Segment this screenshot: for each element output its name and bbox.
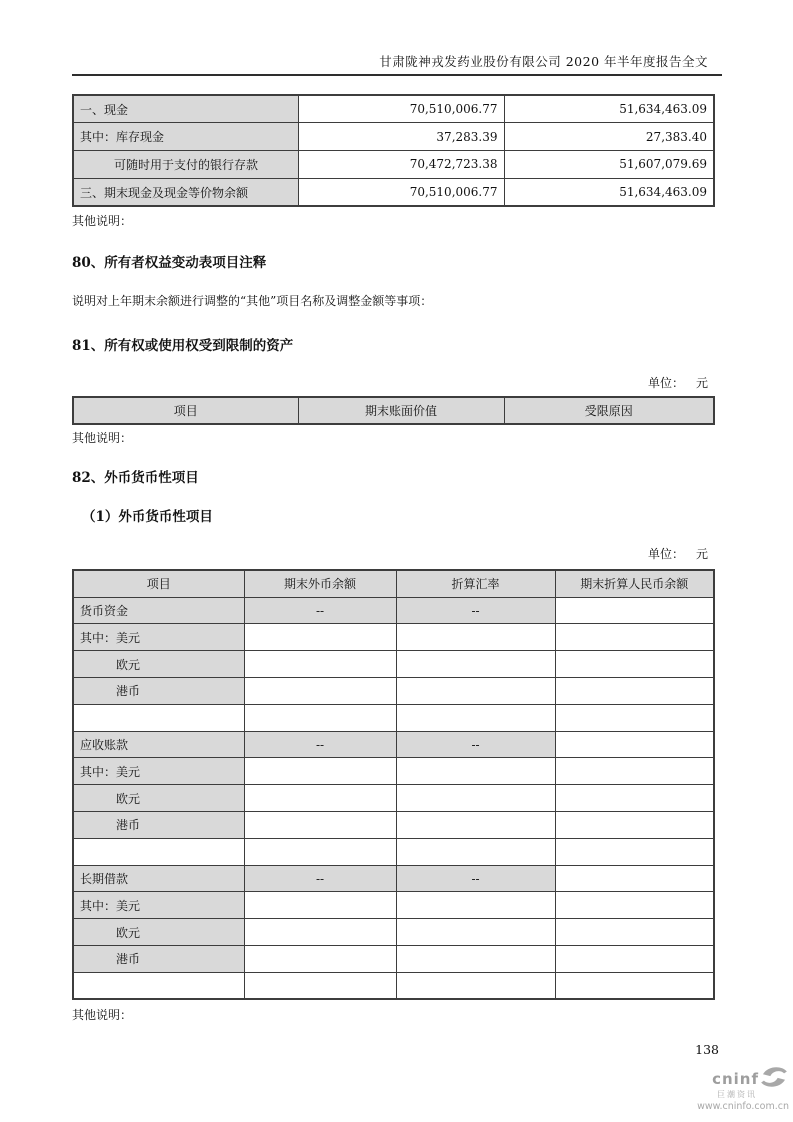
table-header-row — [73, 397, 714, 424]
row-label: 应收账款 — [73, 731, 244, 758]
table-row — [73, 919, 714, 946]
foreign-balance-value — [244, 704, 396, 731]
row-label — [73, 838, 244, 865]
other-note: 其他说明： — [72, 431, 133, 446]
unit-line — [72, 547, 722, 562]
exchange-rate-value — [396, 785, 555, 812]
exchange-rate-value — [396, 812, 555, 839]
row-label: 其中：美元 — [73, 758, 244, 785]
rmb-balance-value — [555, 651, 714, 678]
row-label: 一、现金 — [73, 95, 298, 123]
cash-table-body — [73, 95, 714, 206]
cninfo-logo-url: www.cninfo.com.cn — [697, 1101, 789, 1112]
table-row — [73, 785, 714, 812]
unit-line — [72, 376, 722, 391]
foreign-balance-value — [244, 972, 396, 999]
foreign-balance-value: -- — [244, 865, 396, 892]
exchange-rate-value — [396, 972, 555, 999]
unit-value: 元 — [695, 547, 708, 562]
foreign-balance-value — [244, 919, 396, 946]
table-row — [73, 758, 714, 785]
row-label: 货币资金 — [73, 597, 244, 624]
row-label: 欧元 — [73, 785, 244, 812]
exchange-rate-value — [396, 946, 555, 973]
rmb-balance-value — [555, 865, 714, 892]
rmb-balance-value — [555, 704, 714, 731]
table-row — [73, 123, 714, 151]
prior-period-value: 51,634,463.09 — [504, 178, 714, 206]
unit-label: 单位： — [647, 376, 684, 391]
row-label: 欧元 — [73, 651, 244, 678]
column-header: 期末折算人民币余额 — [555, 570, 714, 597]
report-header-title: 甘肃陇神戎发药业股份有限公司 2020 年半年度报告全文 — [72, 0, 722, 76]
foreign-balance-value — [244, 785, 396, 812]
foreign-balance-value: -- — [244, 731, 396, 758]
row-label: 其中：美元 — [73, 892, 244, 919]
rmb-balance-value — [555, 758, 714, 785]
current-period-value: 37,283.39 — [298, 123, 504, 151]
section-80-description: 说明对上年期末余额进行调整的“其他”项目名称及调整金额等事项： — [72, 294, 433, 309]
exchange-rate-value: -- — [396, 597, 555, 624]
unit-value: 元 — [695, 376, 708, 391]
exchange-rate-value — [396, 704, 555, 731]
exchange-rate-value — [396, 758, 555, 785]
row-label: 其中：库存现金 — [73, 123, 298, 151]
unit-label: 单位： — [647, 547, 684, 562]
other-note: 其他说明： — [72, 1008, 133, 1023]
table-row — [73, 95, 714, 123]
prior-period-value: 51,634,463.09 — [504, 95, 714, 123]
foreign-balance-value — [244, 838, 396, 865]
row-label — [73, 704, 244, 731]
table-row — [73, 704, 714, 731]
exchange-rate-value — [396, 919, 555, 946]
table-row — [73, 946, 714, 973]
exchange-rate-value — [396, 838, 555, 865]
row-label: 可随时用于支付的银行存款 — [73, 151, 298, 179]
table-row — [73, 838, 714, 865]
table-row — [73, 651, 714, 678]
row-label: 港币 — [73, 812, 244, 839]
table-row — [73, 597, 714, 624]
section-80-heading: 80、所有者权益变动表项目注释 — [72, 255, 267, 272]
restricted-assets-table — [72, 396, 715, 425]
table-header-row — [73, 570, 714, 597]
column-header: 受限原因 — [504, 397, 714, 424]
rmb-balance-value — [555, 892, 714, 919]
foreign-balance-value — [244, 678, 396, 705]
cninfo-swirl-icon — [759, 1066, 789, 1092]
exchange-rate-value: -- — [396, 865, 555, 892]
cninfo-logo — [697, 1066, 789, 1112]
fx-table-body — [73, 570, 714, 597]
table-row — [73, 678, 714, 705]
table-row — [73, 178, 714, 206]
rmb-balance-value — [555, 812, 714, 839]
prior-period-value: 51,607,079.69 — [504, 151, 714, 179]
rmb-balance-value — [555, 597, 714, 624]
row-label: 其中：美元 — [73, 624, 244, 651]
current-period-value: 70,510,006.77 — [298, 178, 504, 206]
row-label: 三、期末现金及现金等价物余额 — [73, 178, 298, 206]
exchange-rate-value — [396, 892, 555, 919]
cninfo-logo-caption: 巨潮资讯 — [717, 1090, 757, 1099]
foreign-balance-value — [244, 946, 396, 973]
section-81-heading: 81、所有权或使用权受到限制的资产 — [72, 338, 294, 355]
exchange-rate-value — [396, 678, 555, 705]
column-header: 项目 — [73, 397, 298, 424]
column-header: 项目 — [73, 570, 244, 597]
rmb-balance-value — [555, 946, 714, 973]
current-period-value: 70,472,723.38 — [298, 151, 504, 179]
table-row — [73, 892, 714, 919]
rmb-balance-value — [555, 785, 714, 812]
table-row — [73, 624, 714, 651]
rmb-balance-value — [555, 972, 714, 999]
row-label: 港币 — [73, 946, 244, 973]
other-note: 其他说明： — [72, 214, 133, 229]
column-header: 折算汇率 — [396, 570, 555, 597]
column-header: 期末外币余额 — [244, 570, 396, 597]
rmb-balance-value — [555, 731, 714, 758]
row-label: 港币 — [73, 678, 244, 705]
row-label: 长期借款 — [73, 865, 244, 892]
table-row — [73, 151, 714, 179]
foreign-balance-value — [244, 892, 396, 919]
cninfo-logo-text: cninf — [712, 1070, 759, 1088]
row-label — [73, 972, 244, 999]
foreign-balance-value — [244, 758, 396, 785]
foreign-balance-value — [244, 651, 396, 678]
foreign-balance-value: -- — [244, 597, 396, 624]
exchange-rate-value — [396, 624, 555, 651]
cash-equivalents-table — [72, 94, 715, 207]
rmb-balance-value — [555, 919, 714, 946]
table-row — [73, 972, 714, 999]
section-82-heading: 82、外币货币性项目 — [72, 470, 199, 487]
table-row — [73, 731, 714, 758]
rmb-balance-value — [555, 624, 714, 651]
foreign-balance-value — [244, 812, 396, 839]
table-row — [73, 812, 714, 839]
row-label: 欧元 — [73, 919, 244, 946]
column-header: 期末账面价值 — [298, 397, 504, 424]
foreign-balance-value — [244, 624, 396, 651]
table-row — [73, 865, 714, 892]
page-number: 138 — [695, 1042, 719, 1057]
rmb-balance-value — [555, 678, 714, 705]
section-82-subheading: （1）外币货币性项目 — [82, 509, 213, 526]
foreign-currency-table — [72, 569, 715, 1000]
exchange-rate-value: -- — [396, 731, 555, 758]
prior-period-value: 27,383.40 — [504, 123, 714, 151]
current-period-value: 70,510,006.77 — [298, 95, 504, 123]
exchange-rate-value — [396, 651, 555, 678]
rmb-balance-value — [555, 838, 714, 865]
